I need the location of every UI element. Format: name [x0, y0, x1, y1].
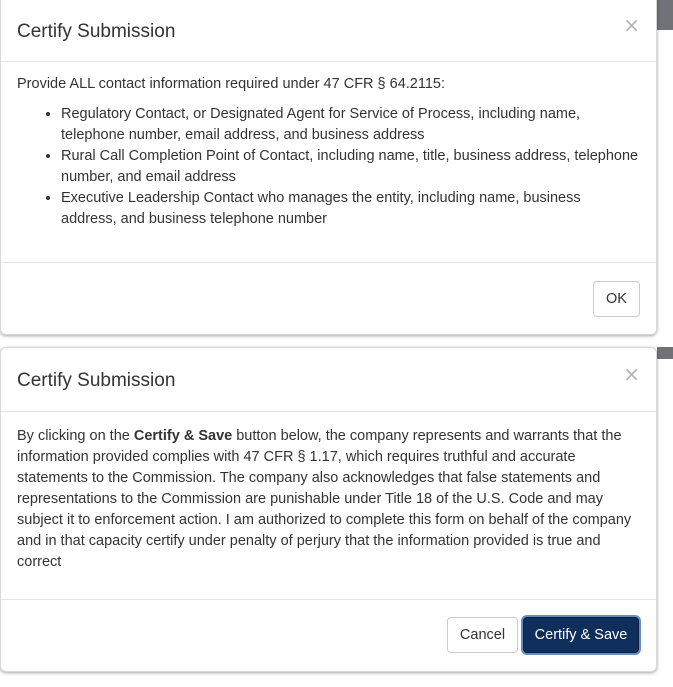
list-item: • Executive Leadership Contact who manages the entity, including name, business address, and business telephone number [61, 188, 640, 230]
statement-emphasis: Certify & Save [133, 428, 233, 444]
dialog-body [1, 412, 656, 573]
close-icon[interactable]: × [623, 13, 640, 37]
list-item: • Regulatory Contact, or Designated Agent for Service of Process, including name, telephone number, email address, and business address [61, 104, 640, 146]
contact-requirements-list [17, 104, 640, 230]
dialog-header [1, 348, 656, 412]
certify-dialog [0, 347, 657, 672]
dialog-header [1, 0, 656, 62]
statement-suffix: button below, the company represents and warrants that the information provided complies with 47 CFR § 1.17, which requires truthful and accurate statements to the Commission. The company also acknowledges that false statements and representations to the Commission are punishable under Title 18 of the U.S. Code and may subject it to enforcement action. I am authorized to complete this form on behalf of the company and in that capacity certify under penalty of perjury that the information provided is true and correct [17, 428, 632, 570]
close-icon[interactable]: × [623, 362, 640, 386]
dialog-title: Certify Submission [17, 21, 176, 42]
dialog-footer [1, 262, 656, 334]
statement-prefix: By clicking on the [17, 428, 134, 444]
dialog-footer [1, 599, 656, 671]
contact-info-dialog [0, 0, 657, 335]
backdrop-strip [657, 347, 673, 359]
backdrop-strip [657, 0, 673, 30]
dialog-body [1, 62, 656, 230]
dialog-intro-text: Provide ALL contact information required under 47 CFR § 64.2115: [17, 76, 446, 92]
certify-and-save-button[interactable]: Certify & Save [523, 617, 639, 653]
certification-statement [17, 426, 640, 573]
list-item: • Rural Call Completion Point of Contact, including name, title, business address, telephone number, and email address [61, 146, 640, 188]
dialog-title: Certify Submission [17, 370, 176, 391]
ok-button[interactable]: OK [593, 281, 640, 317]
cancel-button[interactable]: Cancel [447, 617, 518, 653]
